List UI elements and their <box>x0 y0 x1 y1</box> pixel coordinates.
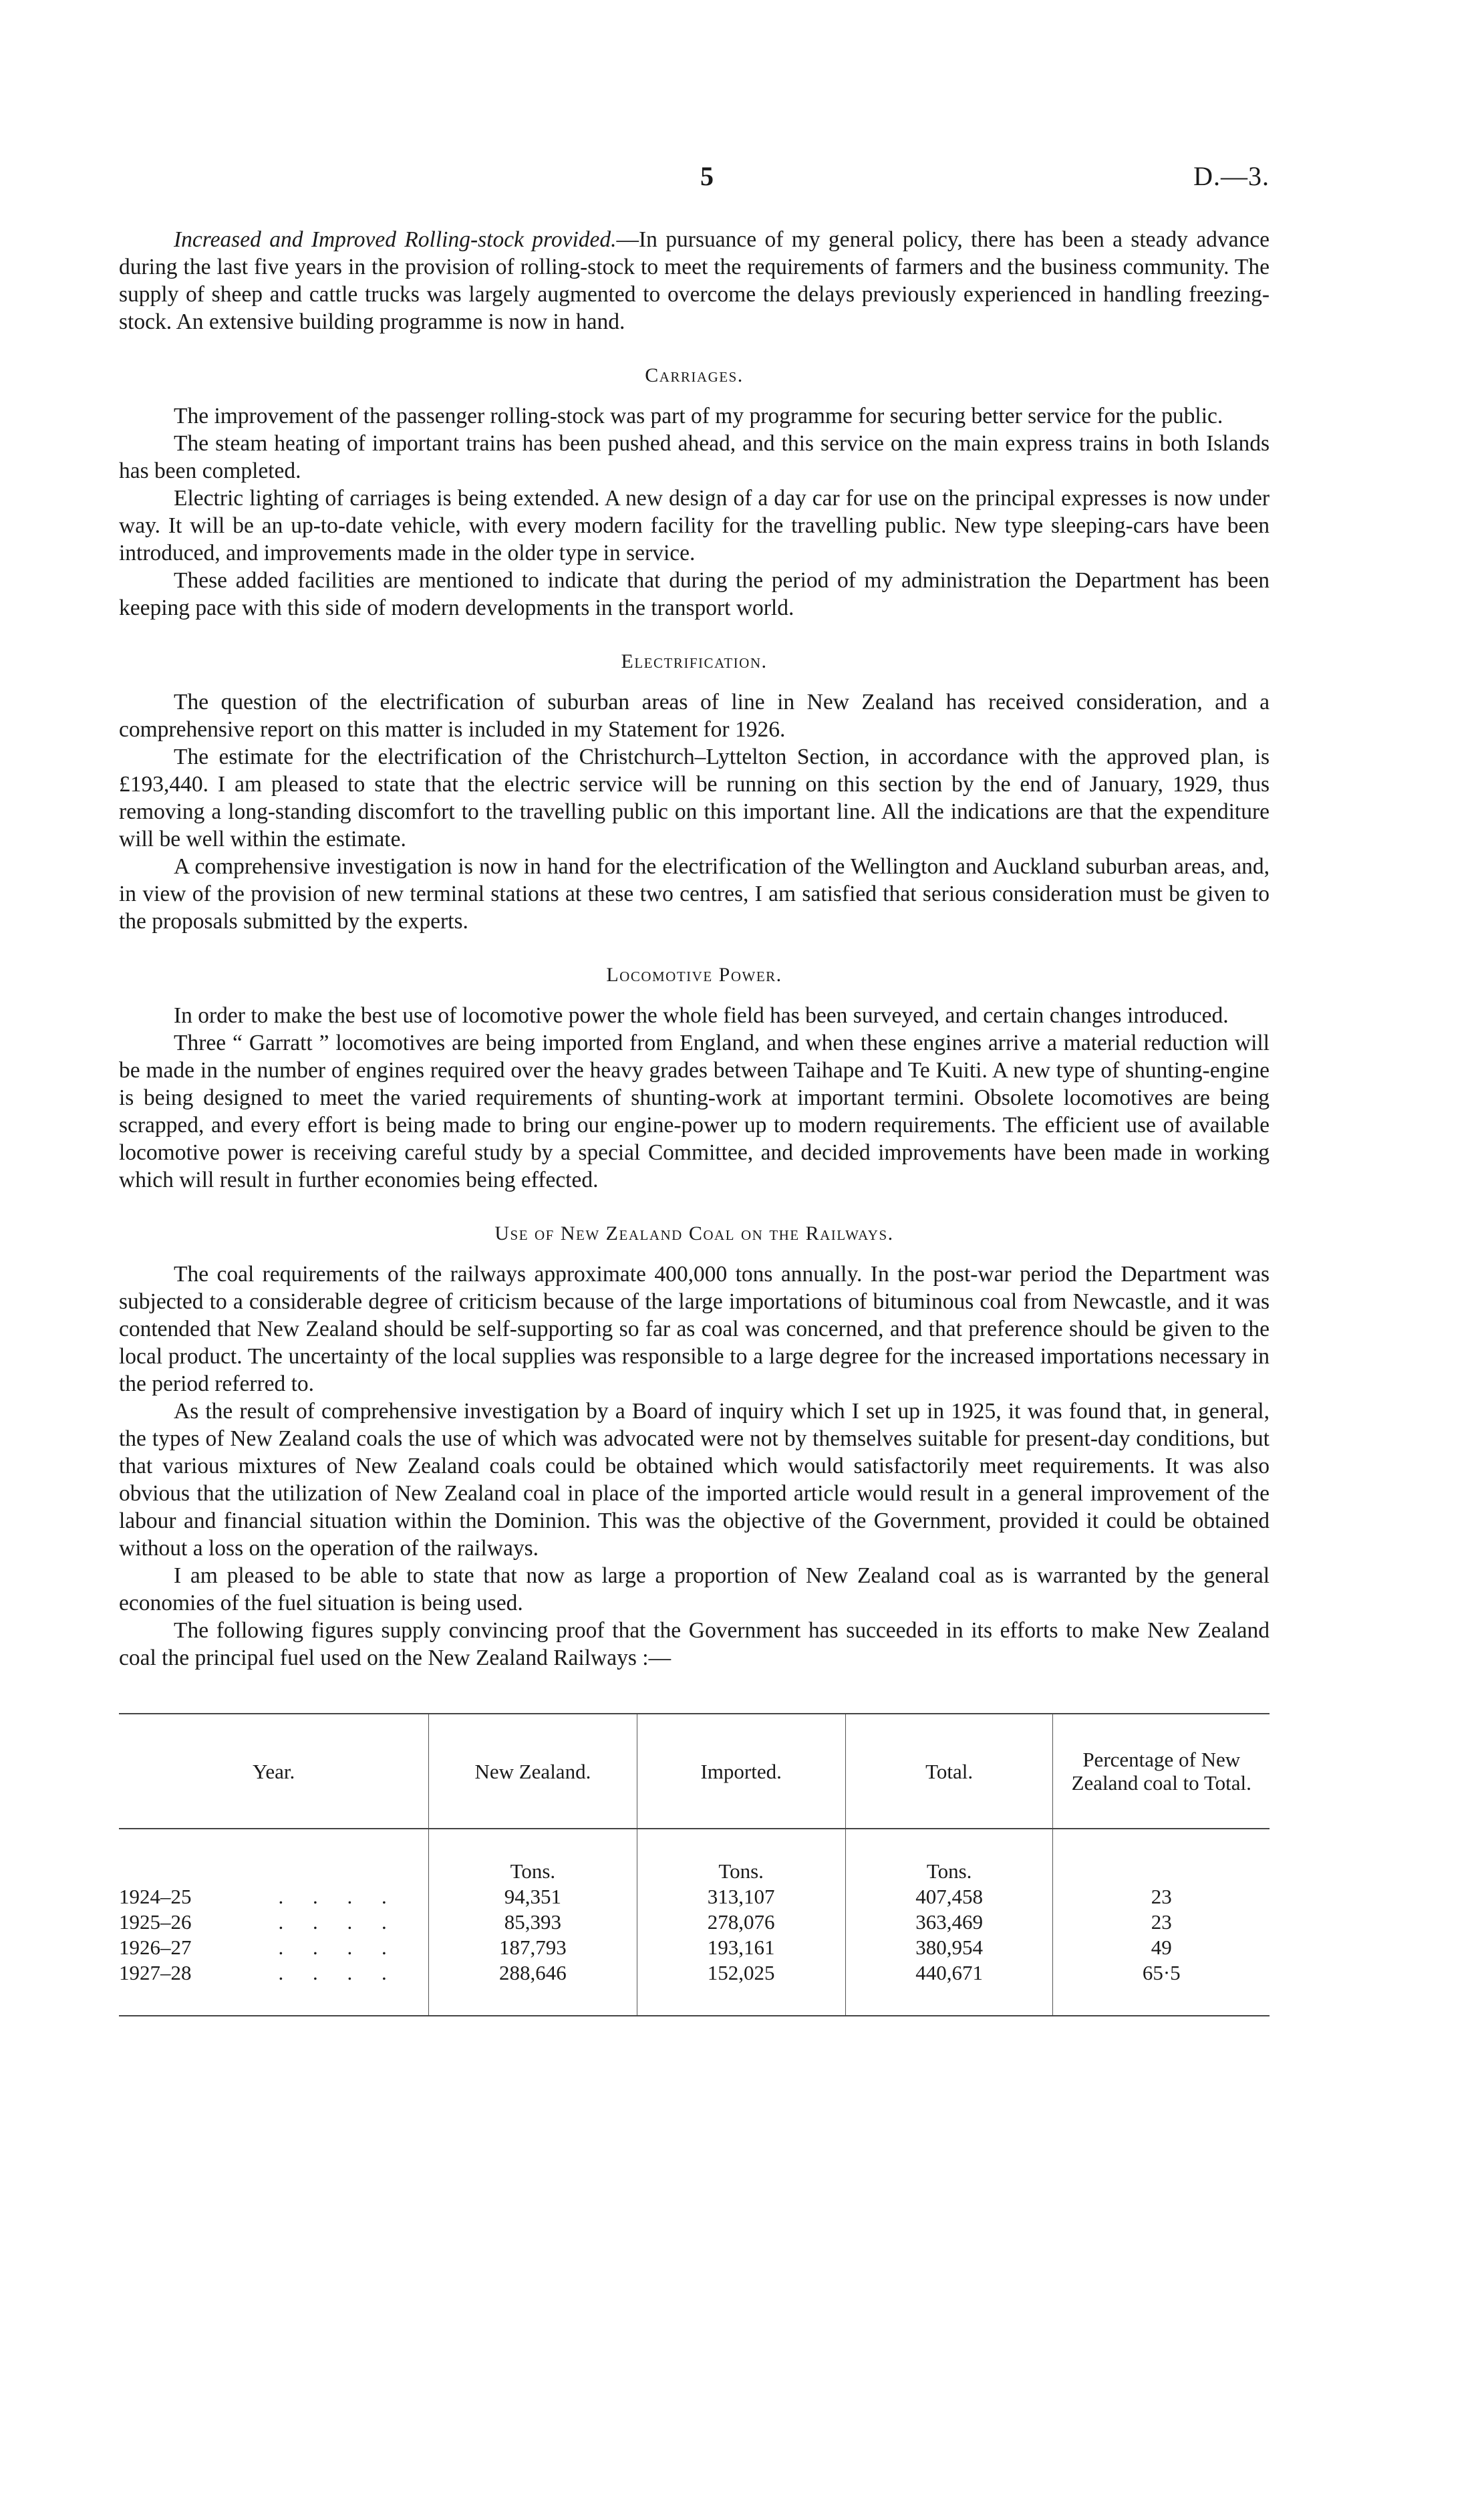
year-cell <box>119 1935 429 1960</box>
page-number: 5 <box>700 161 714 191</box>
nz-cell: 288,646 <box>429 1960 637 2016</box>
coal-paragraph: The coal requirements of the railways approximate 400,000 tons annually. In the post-war period the Department was subjected to a considerable degree of criticism because of the large importations of bituminous coal from Newcastle, and it was contended that New Zealand should be self-supporting so far as coal was concerned, and that preference should be given to the local product. The uncertainty of the local supplies was responsible to a large degree for the increased importations necessary in the period referred to. <box>119 1262 1270 1396</box>
percentage-cell: 23 <box>1053 1910 1270 1935</box>
coal-paragraph: As the result of comprehensive investigation by a Board of inquiry which I set up in 1925, it was found that, in general, the types of New Zealand coals the use of which was advocated were not by themselves suitable for present-day conditions, but that various mixtures of New Zealand coals could be obtained which would satisfactorily meet requirements. It was also obvious that the utilization of New Zealand coal in place of the imported article would result in a general improvement of the labour and financial situation within the Dominion. This was the objective of the Government, provided it could be obtained without a loss on the operation of the railways. <box>119 1399 1270 1561</box>
carriages-paragraph: Electric lighting of carriages is being extended. A new design of a day car for use on the principal expresses is now under way. It will be an up-to-date vehicle, with every modern facility for the travelling public. New type sleeping-cars have been introduced, and improvements made in the older type in service. <box>119 486 1270 565</box>
imported-cell: 193,161 <box>637 1935 845 1960</box>
imported-cell: 278,076 <box>637 1910 845 1935</box>
electrification-paragraph: The question of the electrification of suburban areas of line in New Zealand has received consideration, and a comprehensive report on this matter is included in my Statement for 1926. <box>119 690 1270 742</box>
rolling-stock-lead: Increased and Improved Rolling-stock provided. <box>174 227 617 252</box>
carriages-paragraph: The improvement of the passenger rolling-stock was part of my programme for securing better service for the public. <box>174 404 1223 428</box>
year-value: 1927–28 <box>119 1961 192 1984</box>
nz-cell: 94,351 <box>429 1884 637 1910</box>
table-row <box>119 1910 1270 1935</box>
nz-unit: Tons. <box>429 1829 637 1884</box>
percentage-cell: 49 <box>1053 1935 1270 1960</box>
document-reference: D.—3. <box>1193 161 1270 191</box>
year-value: 1926–27 <box>119 1936 192 1959</box>
coal-heading: Use of New Zealand Coal on the Railways. <box>494 1222 894 1244</box>
units-row <box>119 1829 1270 1884</box>
carriages-paragraph: The steam heating of important trains has been pushed ahead, and this service on the main express trains in both Islands has been completed. <box>119 431 1270 483</box>
leader-dots: . . . . <box>278 1910 399 1934</box>
electrification-paragraph: A comprehensive investigation is now in hand for the electrification of the Wellington and Auckland suburban areas, and, in view of the provision of new terminal stations at these two centres, I am satisfied that serious consideration must be given to the proposals submitted by the experts. <box>119 854 1270 934</box>
imported-cell: 152,025 <box>637 1960 845 2016</box>
electrification-heading: Electrification. <box>621 650 768 672</box>
total-cell: 363,469 <box>845 1910 1053 1935</box>
rolling-stock-paragraph <box>119 226 1270 336</box>
leader-dots: . . . . <box>278 1961 399 1984</box>
total-unit: Tons. <box>845 1829 1053 1884</box>
imported-unit: Tons. <box>637 1829 845 1884</box>
leader-dots: . . . . <box>278 1936 399 1959</box>
year-cell <box>119 1960 429 2016</box>
header-imported: Imported. <box>637 1714 845 1829</box>
coal-statistics-table <box>119 1713 1270 2016</box>
total-cell: 407,458 <box>845 1884 1053 1910</box>
percentage-cell: 23 <box>1053 1884 1270 1910</box>
table-header-row <box>119 1714 1270 1829</box>
total-cell: 380,954 <box>845 1935 1053 1960</box>
year-value: 1925–26 <box>119 1910 192 1934</box>
header-new-zealand: New Zealand. <box>429 1714 637 1829</box>
coal-paragraph: The following figures supply convincing proof that the Government has succeeded in its efforts to make New Zealand coal the principal fuel used on the New Zealand Railways :— <box>119 1618 1270 1670</box>
table-row <box>119 1935 1270 1960</box>
page-header <box>119 160 1270 201</box>
locomotive-heading: Locomotive Power. <box>606 964 782 986</box>
year-cell <box>119 1884 429 1910</box>
carriages-heading: Carriages. <box>645 364 744 386</box>
table-row <box>119 1884 1270 1910</box>
total-cell: 440,671 <box>845 1960 1053 2016</box>
header-total: Total. <box>845 1714 1053 1829</box>
carriages-paragraph: These added facilities are mentioned to indicate that during the period of my administration the Department has been keeping pace with this side of modern developments in the transport world. <box>119 568 1270 620</box>
nz-cell: 187,793 <box>429 1935 637 1960</box>
leader-dots: . . . . <box>278 1885 399 1908</box>
year-value: 1924–25 <box>119 1885 192 1908</box>
header-percentage: Percentage of New Zealand coal to Total. <box>1053 1714 1270 1829</box>
header-year: Year. <box>119 1714 429 1829</box>
locomotive-paragraph: Three “ Garratt ” locomotives are being imported from England, and when these engines arrive a material reduction will be made in the number of engines required over the heavy grades between Taihape and Te Kuiti. A new type of shunting-engine is being designed to meet the varied requirements of shunting-work at important termini. Obsolete locomotives are being scrapped, and every effort is being made to bring our engine-power up to modern requirements. The efficient use of available locomotive power is receiving careful study by a special Committee, and decided improvements have been made in working which will result in further economies being effected. <box>119 1031 1270 1192</box>
percentage-cell: 65·5 <box>1053 1960 1270 2016</box>
coal-paragraph: I am pleased to be able to state that now as large a proportion of New Zealand coal as is warranted by the general economies of the fuel situation is being used. <box>119 1563 1270 1615</box>
imported-cell: 313,107 <box>637 1884 845 1910</box>
percentage-unit-cell <box>1053 1829 1270 1884</box>
year-cell <box>119 1910 429 1935</box>
nz-cell: 85,393 <box>429 1910 637 1935</box>
year-unit-cell <box>119 1829 429 1884</box>
table-row <box>119 1960 1270 2016</box>
document-page <box>119 160 1270 2016</box>
electrification-paragraph: The estimate for the electrification of the Christchurch–Lyttelton Section, in accordance with the approved plan, is £193,440. I am pleased to state that the electric service will be running on this section by the end of January, 1929, thus removing a long-standing discomfort to the travelling public on this important line. All the indications are that the expenditure will be well within the estimate. <box>119 745 1270 851</box>
rolling-stock-text: —In pursuance of my general policy, there has been a steady advance during the last five years in the provision of rolling-stock to meet the requirements of farmers and the business community. The supply of sheep and cattle trucks was largely augmented to overcome the delays previously experienced in handling freezing-stock. An extensive building programme is now in hand. <box>119 227 1270 334</box>
locomotive-paragraph: In order to make the best use of locomotive power the whole field has been surveyed, and certain changes introduced. <box>174 1003 1229 1028</box>
